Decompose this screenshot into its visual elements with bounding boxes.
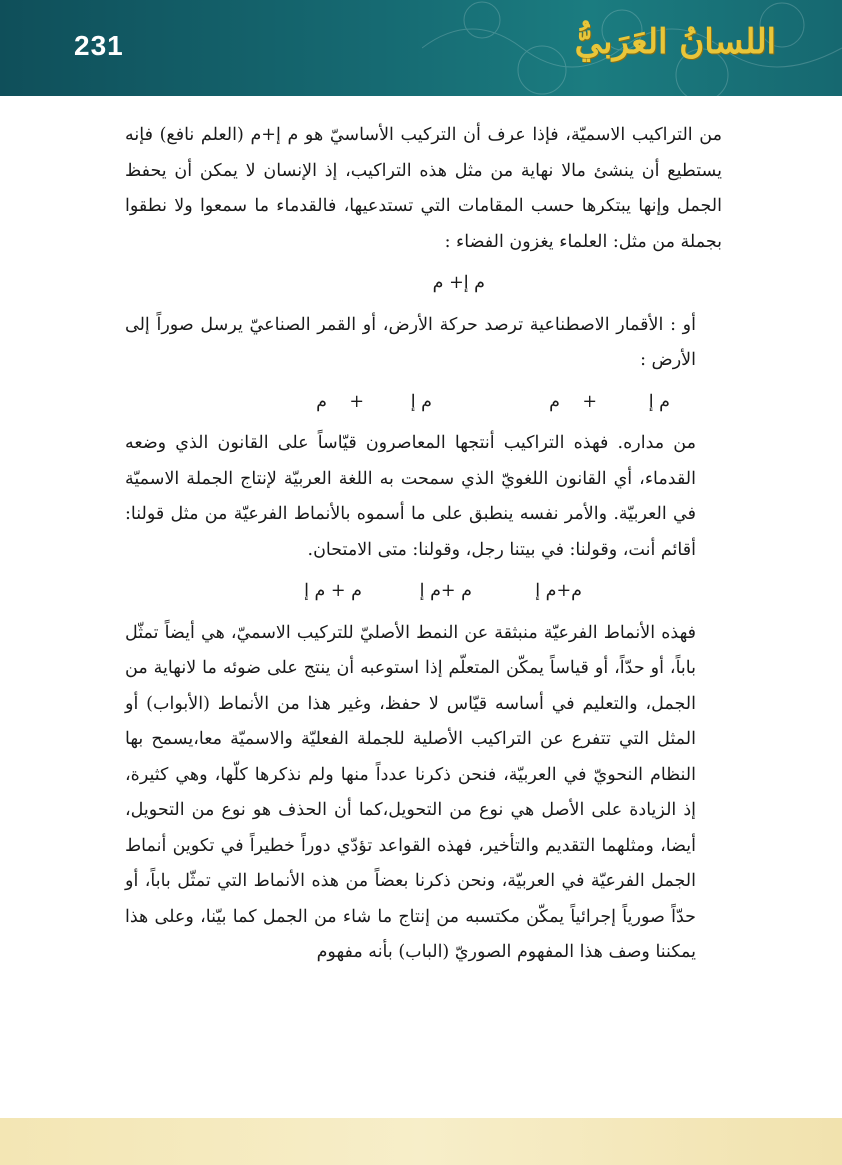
paragraph-2: أو : الأقمار الاصطناعية ترصد حركة الأرض، أو القمر الصناعيّ يرسل صوراً إلى الأرض :	[125, 314, 696, 370]
formula-2-term-5: +	[349, 391, 364, 412]
paragraph-3: من مداره. فهذه التراكيب أنتجها المعاصرون قيّاساً على القانون الذي وضعه القدماء، أي القانون اللغويّ الذي سمحت به اللغة العربيّة لإنتاج الجملة الاسميّة في العربيّة. والأمر نفسه ينطبق على ما أسموه بالأنماط الفرعيّة من مثل قولنا: أقائم أنت، وقولنا: في بيتنا رجل، وقولنا: متى الامتحان.	[125, 433, 696, 560]
formula-1-text: م إ+ م	[432, 273, 485, 293]
paragraph-4: فهذه الأنماط الفرعيّة منبثقة عن النمط الأصليّ للتركيب الاسميّ، هي أيضاً تمثّل باباً، أو حدّاً، أو قياساً يمكّن المتعلّم إذا استوعبه أن ينتج على ضوئه ما لانهاية من الجمل، والتعليم في أساسه قيّاس لا حفظ، وغير هذا من الأنماط (الأبواب) أو المثل التي تتفرع عن التراكيب الأصلية للجملة الفعليّة والاسميّة معا،يسمح بها النظام النحويّ في العربيّة، فنحن ذكرنا عدداً منها ولم نذكرها كلّها، وهي كثيرة، إذ الزيادة على الأصل هي نوع من التحويل،كما أن الحذف هو نوع من التحويل، أيضا، ومثلهما التقديم والتأخير، فهذه القواعد تؤدّي دوراً خطيراً في تكوين أنماط الجمل الفرعيّة في العربيّة، ونحن ذكرنا بعضاً من هذه الأنماط التي تمثّل باباً، أو حدّاً صورياً إجرائياً يمكّن مكتسبه من إنتاج ما شاء من الجمل كما بيّنا، وعلى هذا يمكننا وصف هذا المفهوم الصوريّ (الباب) بأنه مفهوم	[125, 622, 696, 962]
page-footer-band	[0, 1118, 842, 1165]
formula-2	[125, 385, 722, 421]
formula-2-term-4: م إ	[410, 391, 432, 412]
formula-2-term-2: +	[582, 391, 597, 412]
formula-2-term-1: م إ	[648, 391, 670, 412]
formula-3-term-3: م + م إ	[304, 581, 362, 601]
paragraph-1: من التراكيب الاسميّة، فإذا عرف أن التركيب الأساسيّ هو م إ+م (العلم نافع) فإنه يستطيع أن ينشئ مالا نهاية من مثل هذه التراكيب، إذ الإنسان لا يمكن أن يحفظ الجمل وإنها يبتكرها حسب المقامات التي تستدعيها، فالقدماء ما سمعوا ولا نطقوا بجملة من مثل: العلماء يغزون الفضاء :	[125, 125, 722, 252]
journal-logo: اللسانُ العَرَبيُّ	[574, 22, 776, 62]
formula-2-term-3: م	[549, 391, 560, 412]
formula-3	[125, 574, 722, 610]
formula-1	[125, 266, 722, 302]
page-header	[0, 0, 842, 96]
formula-2-term-6: م	[316, 391, 327, 412]
formula-3-term-1: م+م إ	[535, 581, 582, 601]
page-number: 231	[74, 30, 124, 61]
article-body	[125, 118, 722, 971]
formula-3-term-2: م +م إ	[419, 581, 472, 601]
